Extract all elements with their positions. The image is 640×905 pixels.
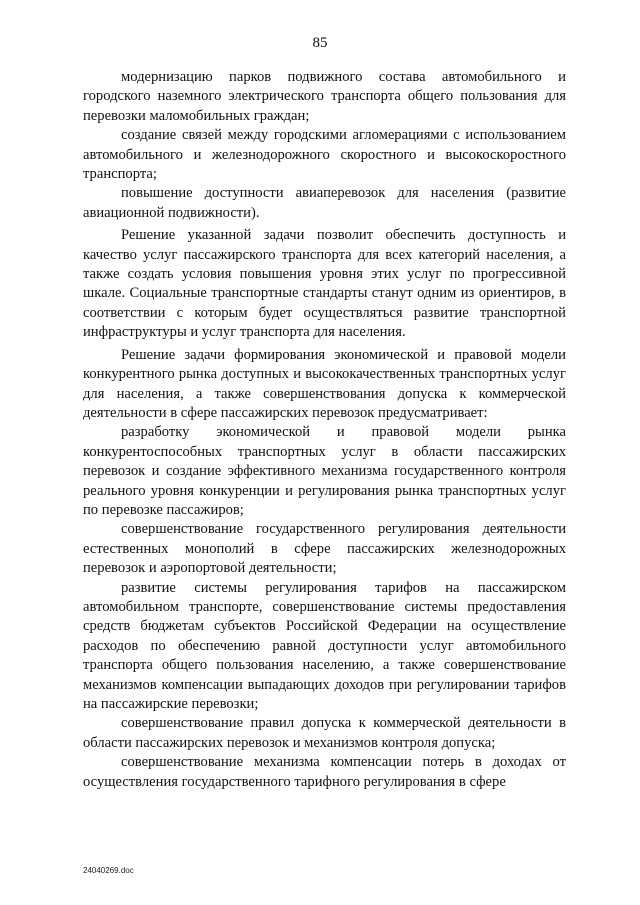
paragraph-agglomeration-links: создание связей между городскими агломерациями с использованием автомобильного и железнодорожного скоростного и высокоскоростного транспорта; bbox=[83, 127, 566, 183]
paragraph-loss-compensation: совершенствование механизма компенсации потерь в доходах от осуществления государственного тарифного регулирования в сфере bbox=[83, 754, 566, 790]
paragraph-task-solution-quality: Решение указанной задачи позволит обеспечить доступность и качество услуг пассажирского транспорта для всех категорий населения, а также создать условия повышения уровня этих услуг по прогрессивной шкале. Социальные транспортные стандарты станут одним из ориентиров, в соответствии с которым будет осуществляться развитие транспортной инфраструктуры и услуг транспорта для населения. bbox=[83, 227, 566, 341]
paragraph-monopoly-regulation: совершенствование государственного регулирования деятельности естественных монополий в сфере пассажирских железнодорожных перевозок и аэропортовой деятельности; bbox=[83, 521, 566, 577]
paragraph-market-model-intro: Решение задачи формирования экономической и правовой модели конкурентного рынка доступных и высококачественных транспортных услуг для населения, а также совершенствования допуска к коммерческой деятельности в сфере пассажирских перевозок предусматривает: bbox=[83, 346, 566, 421]
paragraph-modernization-fleet: модернизацию парков подвижного состава автомобильного и городского наземного электрического транспорта общего пользования для перевозки маломобильных граждан; bbox=[83, 69, 566, 124]
paragraph-admission-rules: совершенствование правил допуска к коммерческой деятельности в области пассажирских перевозок и механизмов контроля допуска; bbox=[83, 715, 566, 751]
document-body bbox=[83, 68, 566, 792]
paragraph-tariff-regulation: развитие системы регулирования тарифов на пассажирском автомобильном транспорте, совершенствование системы предоставления средств бюджетам субъектов Российской Федерации на осуществление расходов по обеспечению равной доступности услуг автомобильного транспорта общего пользования населению, а также совершенствование механизмов компенсации выпадающих доходов при регулировании тарифов на пассажирские перевозки; bbox=[83, 579, 566, 712]
paragraph-air-travel-access: повышение доступности авиаперевозок для населения (развитие авиационной подвижности). bbox=[83, 185, 566, 221]
page-number: 85 bbox=[312, 35, 328, 51]
paragraph-market-model-development: разработку экономической и правовой модели рынка конкурентоспособных транспортных услуг в области пассажирских перевозок и создание эффективного механизма государственного контроля реального уровня конкуренции и регулирования рынка транспортных услуг по перевозке пассажиров; bbox=[83, 424, 566, 518]
footer-filename: 24040269.doc bbox=[83, 866, 134, 875]
